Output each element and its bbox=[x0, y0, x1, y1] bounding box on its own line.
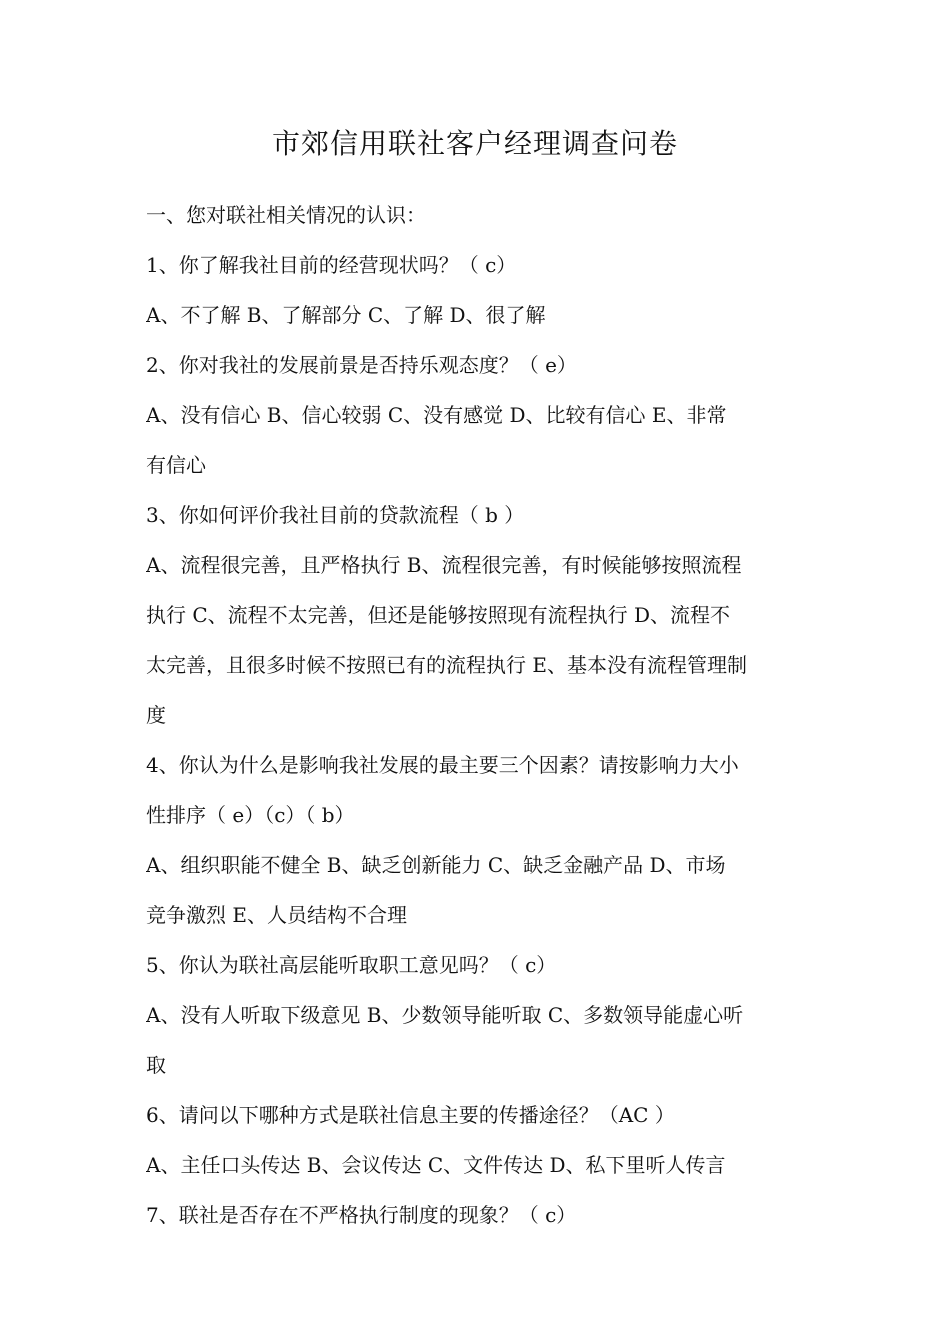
question-2-options: A、没有信心 B、信心较弱 C、没有感觉 D、比较有信心 E、非常 bbox=[146, 403, 727, 427]
question-5-options: A、没有人听取下级意见 B、少数领导能听取 C、多数领导能虚心听 bbox=[146, 1003, 744, 1027]
question-6: 6、请问以下哪种方式是联社信息主要的传播途径？（AC ） bbox=[146, 1103, 675, 1127]
question-1-options: A、不了解 B、了解部分 C、了解 D、很了解 bbox=[146, 303, 546, 327]
question-3-options: A、流程很完善，且严格执行 B、流程很完善，有时候能够按照流程 bbox=[146, 553, 742, 577]
question-3-options-cont: 太完善，且很多时候不按照已有的流程执行 E、基本没有流程管理制 bbox=[146, 653, 747, 677]
question-2-options-cont: 有信心 bbox=[146, 453, 206, 477]
question-5: 5、你认为联社高层能听取职工意见吗？（ c） bbox=[146, 953, 557, 977]
question-1: 1、你了解我社目前的经营现状吗？（ c） bbox=[146, 253, 517, 277]
section-heading: 一、您对联社相关情况的认识： bbox=[146, 203, 426, 227]
question-3-options-cont: 执行 C、流程不太完善，但还是能够按照现有流程执行 D、流程不 bbox=[146, 603, 731, 627]
question-2: 2、你对我社的发展前景是否持乐观态度？（ e） bbox=[146, 353, 577, 377]
question-3: 3、你如何评价我社目前的贷款流程（ b ） bbox=[146, 503, 525, 527]
question-3-options-cont: 度 bbox=[146, 703, 166, 727]
question-4-options: A、组织职能不健全 B、缺乏创新能力 C、缺乏金融产品 D、市场 bbox=[146, 853, 726, 877]
question-7: 7、联社是否存在不严格执行制度的现象？（ c） bbox=[146, 1203, 577, 1227]
question-5-options-cont: 取 bbox=[146, 1053, 166, 1077]
question-4: 4、你认为什么是影响我社发展的最主要三个因素？请按影响力大小 bbox=[146, 753, 739, 777]
question-4-cont: 性排序（ e）（c）（ b） bbox=[146, 803, 355, 827]
document-title: 市郊信用联社客户经理调查问卷 bbox=[271, 127, 678, 160]
question-6-options: A、主任口头传达 B、会议传达 C、文件传达 D、私下里听人传言 bbox=[146, 1153, 726, 1177]
question-4-options-cont: 竞争激烈 E、人员结构不合理 bbox=[146, 903, 407, 927]
document-body bbox=[146, 190, 816, 1240]
